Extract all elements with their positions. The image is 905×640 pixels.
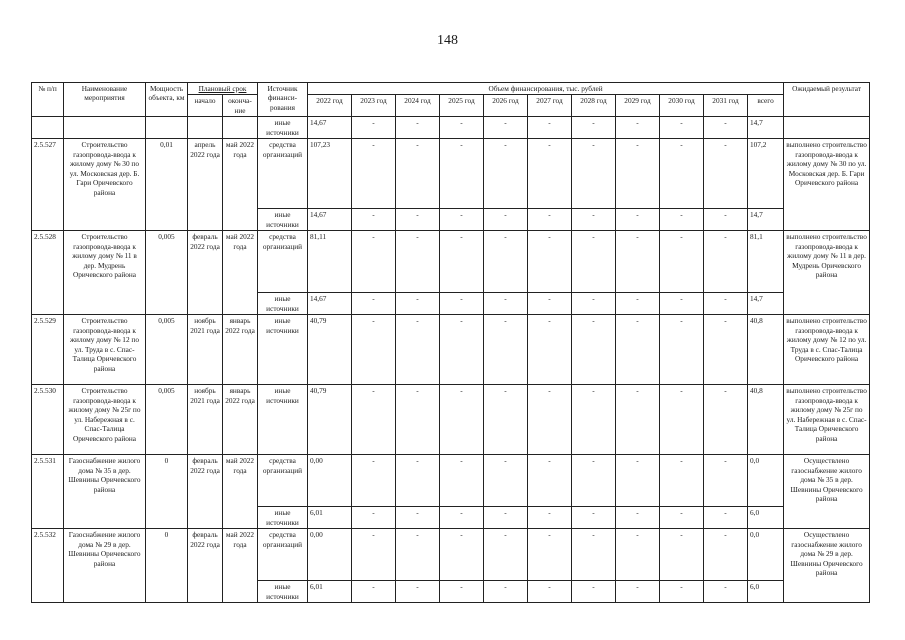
table-row — [32, 231, 870, 293]
source-cell: иные источники — [258, 507, 308, 529]
amount-year-cell: - — [352, 293, 396, 315]
amount-year-cell: - — [660, 385, 704, 455]
amount-year-cell: - — [352, 315, 396, 385]
row-number: 2.5.528 — [32, 231, 64, 315]
end-date: май 2022 года — [223, 139, 258, 231]
amount-year-cell: - — [704, 117, 748, 139]
amount-2022-cell: 81,11 — [308, 231, 352, 293]
amount-2022-cell: 14,67 — [308, 293, 352, 315]
header-source: Источник финанси- рования — [258, 83, 308, 117]
end-date: май 2022 года — [223, 231, 258, 315]
header-year: 2030 год — [660, 95, 704, 117]
amount-year-cell: - — [572, 139, 616, 209]
amount-2022-cell: 14,67 — [308, 209, 352, 231]
amount-year-cell: - — [484, 209, 528, 231]
row-number: 2.5.527 — [32, 139, 64, 231]
header-year: 2031 год — [704, 95, 748, 117]
start-date: ноябрь 2021 года — [188, 315, 223, 385]
event-name: Строительство газопровода-ввода к жилому дому № 12 по ул. Труда в с. Спас-Талица Оричевского района — [64, 315, 146, 385]
amount-year-cell: - — [396, 209, 440, 231]
amount-year-cell: - — [616, 209, 660, 231]
row-number: 2.5.532 — [32, 529, 64, 603]
amount-year-cell: - — [352, 231, 396, 293]
amount-total-cell: 6,0 — [748, 507, 784, 529]
amount-year-cell: - — [660, 139, 704, 209]
amount-year-cell: - — [572, 455, 616, 507]
table-row — [32, 529, 870, 581]
event-name: Газоснабжение жилого дома № 35 в дер. Шевнины Оричевского района — [64, 455, 146, 529]
source-cell: иные источники — [258, 293, 308, 315]
amount-year-cell: - — [528, 117, 572, 139]
amount-year-cell: - — [572, 385, 616, 455]
amount-year-cell: - — [660, 507, 704, 529]
amount-year-cell: - — [484, 139, 528, 209]
amount-year-cell: - — [440, 507, 484, 529]
amount-year-cell: - — [528, 385, 572, 455]
amount-year-cell: - — [528, 315, 572, 385]
header-year: 2022 год — [308, 95, 352, 117]
amount-year-cell: - — [440, 139, 484, 209]
amount-year-cell: - — [704, 139, 748, 209]
header-year: 2024 год — [396, 95, 440, 117]
amount-2022-cell: 0,00 — [308, 455, 352, 507]
amount-2022-cell: 107,23 — [308, 139, 352, 209]
amount-year-cell: - — [484, 293, 528, 315]
amount-year-cell: - — [352, 529, 396, 581]
amount-year-cell: - — [484, 117, 528, 139]
empty-cell — [146, 117, 188, 139]
start-date: апрель 2022 года — [188, 139, 223, 231]
amount-total-cell: 14,7 — [748, 209, 784, 231]
expected-result: Осуществлено газоснабжение жилого дома № 29 в дер. Шевнины Оричевского района — [784, 529, 870, 603]
amount-total-cell: 40,8 — [748, 385, 784, 455]
amount-2022-cell: 14,67 — [308, 117, 352, 139]
amount-year-cell: - — [528, 231, 572, 293]
amount-year-cell: - — [440, 231, 484, 293]
amount-year-cell: - — [484, 455, 528, 507]
header-year: 2029 год — [616, 95, 660, 117]
row-number: 2.5.530 — [32, 385, 64, 455]
amount-year-cell: - — [396, 117, 440, 139]
amount-year-cell: - — [352, 139, 396, 209]
amount-year-cell: - — [704, 529, 748, 581]
amount-year-cell: - — [440, 455, 484, 507]
expected-result: выполнено строительство газопровода-ввода к жилому дому № 12 по ул. Труда в с. Спас-Талица Оричевского района — [784, 315, 870, 385]
amount-total-cell: 14,7 — [748, 117, 784, 139]
amount-year-cell: - — [616, 529, 660, 581]
object-power: 0,005 — [146, 231, 188, 315]
object-power: 0,005 — [146, 315, 188, 385]
amount-year-cell: - — [616, 385, 660, 455]
amount-year-cell: - — [440, 581, 484, 603]
amount-year-cell: - — [704, 231, 748, 293]
empty-cell — [223, 117, 258, 139]
amount-year-cell: - — [440, 117, 484, 139]
amount-year-cell: - — [528, 139, 572, 209]
amount-year-cell: - — [704, 385, 748, 455]
header-year: 2025 год — [440, 95, 484, 117]
amount-year-cell: - — [704, 209, 748, 231]
header-total: всего — [748, 95, 784, 117]
header-num: № п/п — [32, 83, 64, 117]
amount-year-cell: - — [396, 231, 440, 293]
object-power: 0 — [146, 455, 188, 529]
amount-year-cell: - — [528, 455, 572, 507]
row-number: 2.5.529 — [32, 315, 64, 385]
amount-year-cell: - — [572, 117, 616, 139]
amount-year-cell: - — [396, 529, 440, 581]
amount-year-cell: - — [616, 231, 660, 293]
amount-year-cell: - — [528, 507, 572, 529]
amount-total-cell: 14,7 — [748, 293, 784, 315]
end-date: январь 2022 года — [223, 385, 258, 455]
amount-year-cell: - — [572, 507, 616, 529]
expected-result: выполнено строительство газопровода-ввода к жилому дому № 30 по ул. Московская дер. Б. Гари Оричевского района — [784, 139, 870, 231]
start-date: февраль 2022 года — [188, 455, 223, 529]
amount-year-cell: - — [616, 455, 660, 507]
amount-2022-cell: 6,01 — [308, 581, 352, 603]
table-row — [32, 117, 870, 139]
table-row — [32, 139, 870, 209]
amount-year-cell: - — [396, 139, 440, 209]
amount-year-cell: - — [572, 293, 616, 315]
object-power: 0,01 — [146, 139, 188, 231]
event-name: Строительство газопровода-ввода к жилому дому № 25г по ул. Набережная в с. Спас-Талица Оричевского района — [64, 385, 146, 455]
amount-year-cell: - — [484, 581, 528, 603]
object-power: 0,005 — [146, 385, 188, 455]
amount-year-cell: - — [704, 507, 748, 529]
funding-table — [31, 82, 870, 603]
amount-year-cell: - — [660, 315, 704, 385]
source-cell: средства организаций — [258, 231, 308, 293]
amount-year-cell: - — [616, 315, 660, 385]
source-cell: иные источники — [258, 117, 308, 139]
amount-year-cell: - — [528, 209, 572, 231]
header-power: Мощность объекта, км — [146, 83, 188, 117]
start-date: февраль 2022 года — [188, 231, 223, 315]
amount-year-cell: - — [572, 209, 616, 231]
header-name: Наименование мероприятия — [64, 83, 146, 117]
amount-total-cell: 81,1 — [748, 231, 784, 293]
source-cell: средства организаций — [258, 529, 308, 581]
amount-year-cell: - — [616, 117, 660, 139]
amount-year-cell: - — [528, 581, 572, 603]
amount-total-cell: 0,0 — [748, 529, 784, 581]
amount-year-cell: - — [704, 455, 748, 507]
amount-year-cell: - — [660, 293, 704, 315]
amount-year-cell: - — [704, 293, 748, 315]
amount-year-cell: - — [352, 455, 396, 507]
amount-year-cell: - — [396, 293, 440, 315]
event-name: Газоснабжение жилого дома № 29 в дер. Шевнины Оричевского района — [64, 529, 146, 603]
amount-year-cell: - — [572, 581, 616, 603]
source-cell: средства организаций — [258, 455, 308, 507]
source-cell: иные источники — [258, 209, 308, 231]
header-year: 2027 год — [528, 95, 572, 117]
amount-year-cell: - — [572, 529, 616, 581]
expected-result: выполнено строительство газопровода-ввода к жилому дому № 11 в дер. Мудрень Оричевского района — [784, 231, 870, 315]
amount-total-cell: 0,0 — [748, 455, 784, 507]
amount-year-cell: - — [440, 385, 484, 455]
start-date: ноябрь 2021 года — [188, 385, 223, 455]
end-date: май 2022 года — [223, 455, 258, 529]
amount-year-cell: - — [440, 315, 484, 385]
amount-year-cell: - — [528, 529, 572, 581]
header-result: Ожидаемый результат — [784, 83, 870, 117]
amount-year-cell: - — [572, 315, 616, 385]
header-period: Плановый срок — [188, 83, 258, 95]
amount-2022-cell: 0,00 — [308, 529, 352, 581]
table-row — [32, 385, 870, 455]
empty-cell — [188, 117, 223, 139]
header-year: 2023 год — [352, 95, 396, 117]
empty-cell — [32, 117, 64, 139]
amount-2022-cell: 40,79 — [308, 315, 352, 385]
start-date: февраль 2022 года — [188, 529, 223, 603]
amount-year-cell: - — [484, 529, 528, 581]
amount-2022-cell: 40,79 — [308, 385, 352, 455]
empty-cell — [784, 117, 870, 139]
end-date: май 2022 года — [223, 529, 258, 603]
table-row — [32, 315, 870, 385]
amount-year-cell: - — [616, 139, 660, 209]
amount-year-cell: - — [396, 507, 440, 529]
amount-total-cell: 6,0 — [748, 581, 784, 603]
amount-year-cell: - — [616, 581, 660, 603]
table-row — [32, 455, 870, 507]
amount-year-cell: - — [616, 507, 660, 529]
amount-year-cell: - — [440, 209, 484, 231]
end-date: январь 2022 года — [223, 315, 258, 385]
source-cell: иные источники — [258, 315, 308, 385]
object-power: 0 — [146, 529, 188, 603]
amount-year-cell: - — [528, 293, 572, 315]
table-body — [32, 83, 870, 603]
amount-year-cell: - — [352, 581, 396, 603]
amount-year-cell: - — [396, 455, 440, 507]
row-number: 2.5.531 — [32, 455, 64, 529]
amount-year-cell: - — [352, 117, 396, 139]
amount-year-cell: - — [660, 581, 704, 603]
event-name: Строительство газопровода-ввода к жилому дому № 11 в дер. Мудрень Оричевского района — [64, 231, 146, 315]
header-year: 2026 год — [484, 95, 528, 117]
amount-year-cell: - — [572, 231, 616, 293]
header-year: 2028 год — [572, 95, 616, 117]
amount-year-cell: - — [660, 231, 704, 293]
source-cell: средства организаций — [258, 139, 308, 209]
amount-2022-cell: 6,01 — [308, 507, 352, 529]
header-start: начало — [188, 95, 223, 117]
amount-year-cell: - — [660, 209, 704, 231]
event-name: Строительство газопровода-ввода к жилому дому № 30 по ул. Московская дер. Б. Гари Оричевского района — [64, 139, 146, 231]
amount-year-cell: - — [484, 315, 528, 385]
empty-cell — [64, 117, 146, 139]
source-cell: иные источники — [258, 581, 308, 603]
amount-year-cell: - — [440, 529, 484, 581]
amount-year-cell: - — [704, 581, 748, 603]
amount-year-cell: - — [616, 293, 660, 315]
amount-year-cell: - — [352, 385, 396, 455]
amount-year-cell: - — [660, 529, 704, 581]
expected-result: Осуществлено газоснабжение жилого дома № 35 в дер. Шевнины Оричевского района — [784, 455, 870, 529]
amount-year-cell: - — [484, 231, 528, 293]
amount-year-cell: - — [396, 385, 440, 455]
amount-year-cell: - — [396, 315, 440, 385]
page-number: 148 — [437, 33, 458, 48]
amount-year-cell: - — [484, 385, 528, 455]
amount-year-cell: - — [352, 507, 396, 529]
amount-year-cell: - — [396, 581, 440, 603]
source-cell: иные источники — [258, 385, 308, 455]
header-funding: Объем финансирования, тыс. рублей — [308, 83, 784, 95]
amount-total-cell: 40,8 — [748, 315, 784, 385]
header-row-1 — [32, 83, 870, 95]
amount-year-cell: - — [440, 293, 484, 315]
header-end: оконча- ние — [223, 95, 258, 117]
amount-year-cell: - — [660, 117, 704, 139]
expected-result: выполнено строительство газопровода-ввода к жилому дому № 25г по ул. Набережная в с. Спас-Талица Оричевского района — [784, 385, 870, 455]
amount-year-cell: - — [352, 209, 396, 231]
amount-year-cell: - — [660, 455, 704, 507]
amount-year-cell: - — [704, 315, 748, 385]
amount-total-cell: 107,2 — [748, 139, 784, 209]
amount-year-cell: - — [484, 507, 528, 529]
